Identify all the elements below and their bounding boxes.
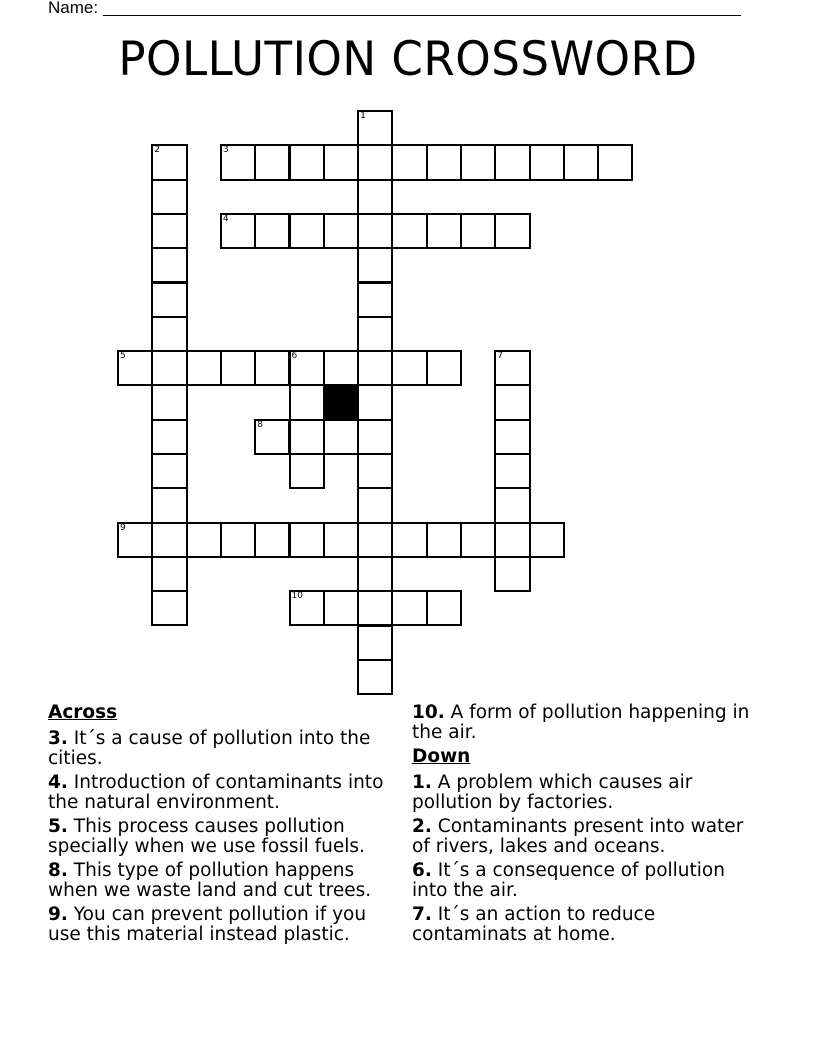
clue-down-2 <box>412 817 762 857</box>
crossword-cell[interactable] <box>151 179 187 215</box>
crossword-cell[interactable] <box>357 144 393 180</box>
crossword-cell[interactable] <box>117 350 153 386</box>
crossword-cell[interactable] <box>289 350 325 386</box>
crossword-cell[interactable] <box>460 522 496 558</box>
crossword-cell[interactable] <box>151 487 187 523</box>
cell-number: 9 <box>120 522 126 533</box>
crossword-cell[interactable] <box>426 590 462 626</box>
crossword-cell[interactable] <box>220 522 256 558</box>
crossword-cell[interactable] <box>357 453 393 489</box>
crossword-cell[interactable] <box>220 350 256 386</box>
black-cell <box>323 384 359 420</box>
clue-number: 1. <box>412 772 432 793</box>
crossword-cell[interactable] <box>151 453 187 489</box>
crossword-cell[interactable] <box>391 590 427 626</box>
cell-number: 4 <box>222 213 229 224</box>
crossword-cell[interactable] <box>323 350 359 386</box>
crossword-cell[interactable] <box>289 590 325 626</box>
cell-number: 7 <box>497 351 504 362</box>
page-title: POLLUTION CROSSWORD <box>118 32 698 87</box>
cell-number: 2 <box>154 145 161 156</box>
crossword-cell[interactable] <box>357 556 393 592</box>
crossword-cell[interactable] <box>151 590 187 626</box>
crossword-cell[interactable] <box>494 419 530 455</box>
clues-column-right <box>412 703 762 949</box>
clue-down-6 <box>412 861 762 901</box>
crossword-cell[interactable] <box>357 384 393 420</box>
crossword-cell[interactable] <box>357 522 393 558</box>
crossword-cell[interactable] <box>357 282 393 318</box>
crossword-cell[interactable] <box>494 144 530 180</box>
crossword-cell[interactable] <box>220 213 256 249</box>
cell-number: 5 <box>120 351 126 362</box>
clue-number: 3. <box>48 728 68 749</box>
crossword-cell[interactable] <box>323 590 359 626</box>
crossword-cell[interactable] <box>494 453 530 489</box>
clue-number: 10. <box>412 702 445 723</box>
crossword-cell[interactable] <box>460 213 496 249</box>
crossword-cell[interactable] <box>597 144 633 180</box>
crossword-cell[interactable] <box>494 487 530 523</box>
crossword-cell[interactable] <box>357 419 393 455</box>
clue-number: 7. <box>412 904 432 925</box>
clue-text: This process causes pollution specially when we use fossil fuels. <box>48 816 365 857</box>
crossword-cell[interactable] <box>391 213 427 249</box>
crossword-cell[interactable] <box>186 350 222 386</box>
crossword-cell[interactable] <box>151 522 187 558</box>
crossword-cell[interactable] <box>494 522 530 558</box>
crossword-cell[interactable] <box>426 522 462 558</box>
crossword-cell[interactable] <box>254 522 290 558</box>
cell-number: 10 <box>291 591 303 602</box>
clue-across-8 <box>48 861 398 901</box>
cell-number: 1 <box>360 111 366 121</box>
crossword-cell[interactable] <box>254 419 290 455</box>
clue-text: You can prevent pollution if you use this material instead plastic. <box>48 904 367 945</box>
crossword-cell[interactable] <box>323 144 359 180</box>
across-heading: Across <box>48 702 118 723</box>
clue-across-5 <box>48 817 398 857</box>
crossword-cell[interactable] <box>254 213 290 249</box>
crossword-cell[interactable] <box>357 110 393 146</box>
crossword-cell[interactable] <box>494 384 530 420</box>
crossword-cell[interactable] <box>357 659 393 695</box>
crossword-cell[interactable] <box>426 213 462 249</box>
clue-text: This type of pollution happens when we waste land and cut trees. <box>48 860 372 901</box>
clues-column-left <box>48 703 398 949</box>
crossword-cell[interactable] <box>357 247 393 283</box>
crossword-cell[interactable] <box>186 522 222 558</box>
clue-text: Introduction of contaminants into the natural environment. <box>48 772 384 813</box>
crossword-cell[interactable] <box>357 487 393 523</box>
crossword-cell[interactable] <box>151 144 187 180</box>
clue-number: 2. <box>412 816 432 837</box>
crossword-cell[interactable] <box>254 144 290 180</box>
crossword-cell[interactable] <box>357 590 393 626</box>
clue-text: It´s a consequence of pollution into the air. <box>412 860 725 901</box>
crossword-cell[interactable] <box>151 282 187 318</box>
clue-number: 6. <box>412 860 432 881</box>
cell-number: 6 <box>291 351 298 362</box>
crossword-cell[interactable] <box>391 144 427 180</box>
clue-across-9 <box>48 905 398 945</box>
clue-text: A form of pollution happening in the air. <box>412 702 750 743</box>
crossword-cell[interactable] <box>254 350 290 386</box>
crossword-cell[interactable] <box>529 144 565 180</box>
crossword-cell[interactable] <box>323 419 359 455</box>
clue-text: It´s a cause of pollution into the cities. <box>48 728 371 769</box>
clue-across-3 <box>48 729 398 769</box>
crossword-cell[interactable] <box>357 350 393 386</box>
crossword-cell[interactable] <box>357 179 393 215</box>
clue-number: 8. <box>48 860 68 881</box>
crossword-cell[interactable] <box>151 384 187 420</box>
clue-number: 5. <box>48 816 68 837</box>
crossword-cell[interactable] <box>323 522 359 558</box>
crossword-cell[interactable] <box>289 384 325 420</box>
crossword-cell[interactable] <box>151 247 187 283</box>
crossword-cell[interactable] <box>289 419 325 455</box>
clue-text: A problem which causes air pollution by factories. <box>412 772 693 813</box>
clue-down-1 <box>412 773 762 813</box>
crossword-cell[interactable] <box>494 213 530 249</box>
down-heading: Down <box>412 746 471 767</box>
crossword-cell[interactable] <box>494 350 530 386</box>
crossword-cell[interactable] <box>151 419 187 455</box>
crossword-cell[interactable] <box>289 453 325 489</box>
clue-text: It´s an action to reduce contaminats at home. <box>412 904 656 945</box>
crossword-cell[interactable] <box>151 556 187 592</box>
crossword-cell[interactable] <box>220 144 256 180</box>
crossword-cell[interactable] <box>391 350 427 386</box>
crossword-cell[interactable] <box>289 213 325 249</box>
clue-text: Contaminants present into water of rivers, lakes and oceans. <box>412 816 744 857</box>
crossword-cell[interactable] <box>357 213 393 249</box>
crossword-cell[interactable] <box>117 522 153 558</box>
crossword-cell[interactable] <box>357 625 393 661</box>
clue-number: 4. <box>48 772 68 793</box>
clue-down-7 <box>412 905 762 945</box>
crossword-cell[interactable] <box>563 144 599 180</box>
crossword-cell[interactable] <box>357 316 393 352</box>
crossword-cell[interactable] <box>151 316 187 352</box>
crossword-cell[interactable] <box>460 144 496 180</box>
crossword-cell[interactable] <box>426 144 462 180</box>
crossword-cell[interactable] <box>289 144 325 180</box>
clue-across-10 <box>412 703 762 743</box>
crossword-cell[interactable] <box>289 522 325 558</box>
crossword-cell[interactable] <box>529 522 565 558</box>
crossword-cell[interactable] <box>323 213 359 249</box>
crossword-cell[interactable] <box>494 556 530 592</box>
crossword-cell[interactable] <box>391 522 427 558</box>
clue-number: 9. <box>48 904 68 925</box>
crossword-cell[interactable] <box>151 213 187 249</box>
crossword-cell[interactable] <box>151 350 187 386</box>
crossword-cell[interactable] <box>426 350 462 386</box>
name-label: Name: <box>48 0 99 17</box>
cell-number: 8 <box>257 419 263 430</box>
clue-across-4 <box>48 773 398 813</box>
cell-number: 3 <box>222 145 229 156</box>
